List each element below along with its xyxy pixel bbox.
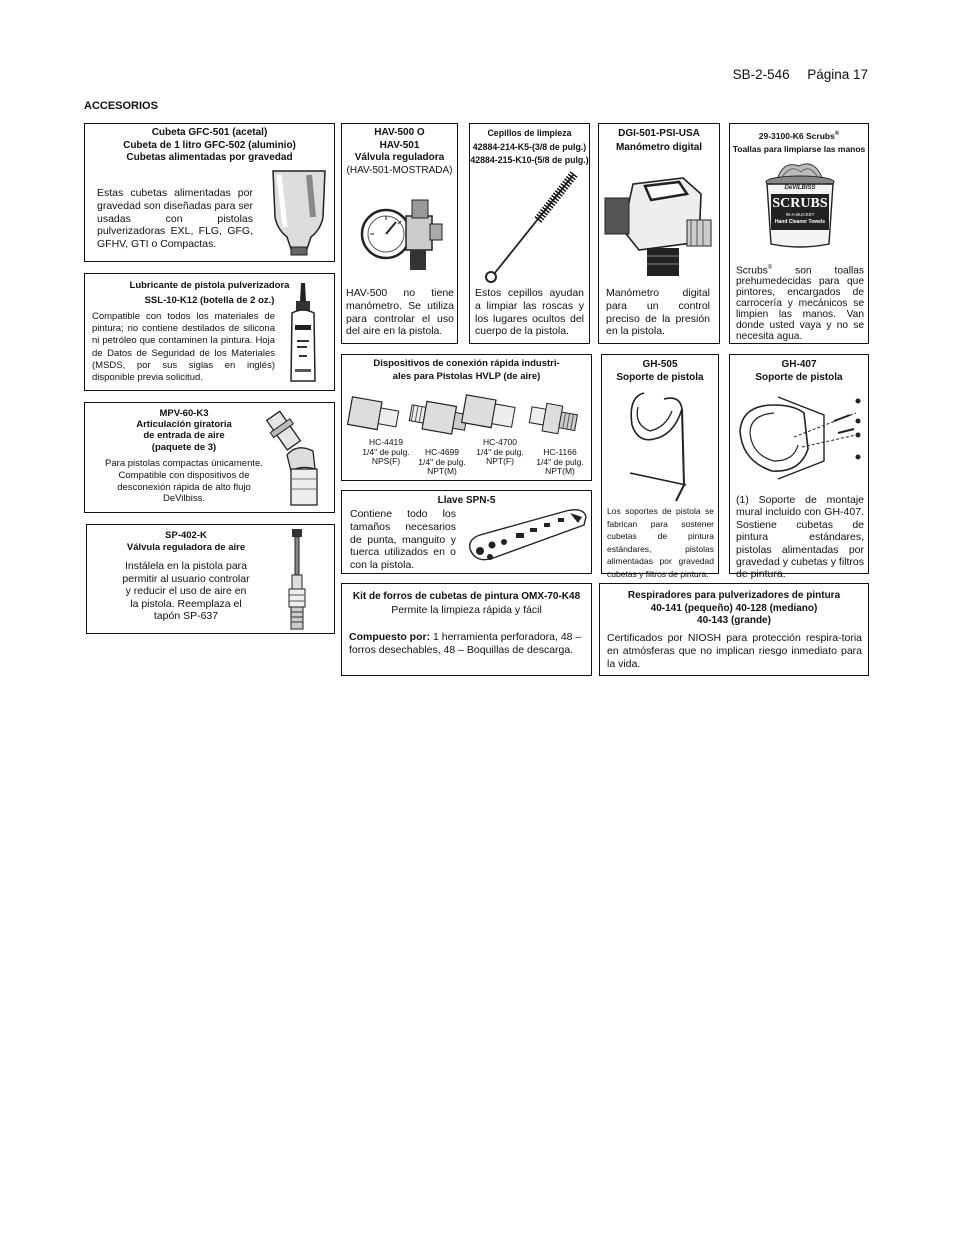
fitting-hc-4700	[462, 395, 516, 431]
scrubs-title-1: 29-3100-K6 Scrubs®	[758, 130, 840, 141]
gauge-body: Manómetro digital para un control preciso de la presión en la pistola.	[606, 287, 710, 338]
liner-subtitle: Permite la limpieza rápida y fácil	[391, 603, 542, 616]
fitting-hc-1166	[528, 401, 578, 437]
hav-card	[341, 123, 458, 344]
lubricant-title-1: Lubricante de pistola pulverizadora	[129, 280, 290, 291]
digital-gauge-image	[603, 164, 715, 284]
valve-body-1: Instálela en la pistola para	[125, 560, 247, 572]
wrench-card	[341, 490, 592, 574]
gauge-card	[598, 123, 720, 344]
page-header	[733, 67, 868, 82]
gh505-body: Los soportes de pistola se fabrican para sostener cubetas de pintura estándares, pistolas alimentadas por gravedad cubetas y filtros de pintura.	[607, 506, 714, 579]
valve-body-2: permitir al usuario controlar	[122, 572, 250, 585]
quick-label-hc-4700: HC-4700 1/4" de pulg. NPT(F)	[476, 437, 524, 466]
respirator-card	[599, 583, 869, 676]
swivel-title-2: Articulación giratoria	[136, 419, 232, 431]
quick-title-1: Dispositivos de conexión rápida industri-	[373, 358, 560, 369]
cup-title-1: Cubeta GFC-501 (acetal)	[151, 127, 268, 138]
liner-body: Compuesto por: 1 herramienta perforadora, 48 – forros desechables, 48 – Boquillas de descarga.	[349, 631, 582, 656]
scrubs-bucket-image	[763, 158, 837, 250]
cup-body: Estas cubetas alimentadas por gravedad son diseñadas para ser usadas con pistolas pulverizadoras EXL, FLG, GFG, GFHV, GTI o Compactas.	[97, 187, 253, 251]
lubricant-body: Compatible con todos los materiales de pintura; no contiene destilados de silicona ni petróleo que contaminen la pintura. Hoja de Datos de Seguridad de los Materiales (MSDS, por sus siglas en inglés) disponible previa solicitud.	[92, 311, 275, 384]
gun-holder-505-image	[624, 389, 704, 503]
page-number: Página 17	[807, 67, 868, 82]
brushes-card	[469, 123, 590, 344]
gh407-title-1: GH-407	[781, 359, 817, 370]
wrench-body: Contiene todo los tamaños necesarios de punta, manguito y tuerca utilizados en o con la pistola.	[350, 508, 456, 572]
valve-title-2: Válvula reguladora de aire	[126, 542, 246, 553]
swivel-body-3: desconexión rápida de alto flujo	[117, 481, 251, 493]
swivel-title-4: (paquete de 3)	[151, 441, 217, 453]
liner-title: Kit de forros de cubetas de pintura OMX-70-K48	[352, 591, 581, 602]
quick-title-2: ales para Pistolas HVLP (de aire)	[392, 370, 541, 382]
brushes-title-3: 42884-215-K10-(5/8 de pulg.)	[470, 155, 589, 165]
hav-title-1: HAV-500 O	[374, 127, 425, 138]
lubricant-card	[84, 273, 335, 391]
gun-holder-407-image	[734, 391, 866, 487]
valve-body-3: y reducir el uso de aire en	[125, 585, 247, 597]
gh505-card	[601, 354, 719, 579]
lubricant-bottle-image	[285, 281, 321, 385]
wrench-title: Llave SPN-5	[437, 495, 496, 506]
gh407-body: (1) Soporte de montaje mural incluido con GH-407. Sostiene cubetas de pintura estándares, pistolas alimentadas por gravedad y cubetas y filtros de pintura.	[736, 494, 864, 581]
valve-body-4: la pistola. Reemplaza el	[130, 597, 242, 610]
lubricant-title-2: SSL-10-K12 (botella de 2 oz.)	[144, 295, 275, 306]
valve-card	[86, 524, 335, 634]
resp-title-1: Respiradores para pulverizadores de pintura	[627, 590, 841, 601]
swivel-card	[84, 402, 335, 513]
resp-title-3: 40-143 (grande)	[697, 615, 771, 626]
valve-body-5: tapón SP-637	[153, 610, 219, 622]
resp-title-2: 40-141 (pequeño) 40-128 (mediano)	[650, 602, 818, 614]
hav-title-4: (HAV-501-MOSTRADA)	[346, 164, 453, 176]
gh505-title-2: Soporte de pistola	[616, 371, 704, 383]
regulator-valve-image	[356, 194, 446, 278]
cup-card	[84, 123, 335, 262]
liner-card	[341, 583, 592, 676]
swivel-body-2: Compatible con dispositivos de	[118, 469, 250, 481]
air-valve-image	[283, 527, 311, 633]
swivel-body-4: DeVilbiss.	[162, 493, 206, 505]
scrubs-logo-sub: IN-A-BUCKET	[785, 212, 815, 217]
scrubs-title-2: Toallas para limpiarse las manos	[732, 144, 866, 155]
quick-connect-card	[341, 354, 592, 481]
scrubs-logo-name: SCRUBS	[772, 196, 828, 211]
doc-id: SB-2-546	[732, 67, 790, 82]
gauge-title-2: Manómetro digital	[615, 141, 703, 153]
swivel-body-1: Para pistolas compactas únicamente.	[105, 458, 263, 469]
spanner-wrench-image	[466, 505, 590, 571]
gh407-card	[729, 354, 869, 581]
scrubs-card	[729, 123, 869, 344]
brushes-title-1: Cepillos de limpieza	[487, 128, 572, 138]
quick-label-hc-4699: HC-4699 1/4" de pulg. NPT(M)	[418, 447, 466, 476]
hav-body: HAV-500 no tiene manómetro. Se utiliza para controlar el uso del aire en la pistola.	[346, 287, 454, 338]
scrubs-logo-desc: Hand Cleaner Towels	[774, 219, 826, 225]
quick-label-hc-1166: HC-1166 1/4" de pulg. NPT(M)	[536, 447, 584, 476]
resp-body: Certificados por NIOSH para protección respira-toria en atmósferas que no implican riesgo inmediato para la vida.	[607, 632, 862, 670]
scrubs-body: Scrubs® son toallas prehumedecidas para que pintores, encargados de carrocería y mecánicos se limpien las manos. Van donde usted vaya y no se necesita agua.	[736, 265, 864, 343]
swivel-title-3: de entrada de aire	[143, 430, 225, 442]
gh505-title-1: GH-505	[642, 359, 678, 370]
cup-title-3: Cubetas alimentadas por gravedad	[126, 152, 293, 163]
fitting-hc-4699	[408, 399, 468, 436]
gravity-cup-image	[269, 167, 329, 257]
quick-label-hc-4419: HC-4419 1/4" de pulg. NPS(F)	[362, 437, 410, 466]
gauge-title-1: DGI-501-PSI-USA	[618, 128, 700, 139]
cleaning-brush-image	[480, 170, 580, 284]
hav-title-3: Válvula reguladora	[354, 152, 445, 163]
gh407-title-2: Soporte de pistola	[755, 371, 843, 383]
section-title: ACCESORIOS	[84, 100, 158, 112]
cup-title-2: Cubeta de 1 litro GFC-502 (aluminio)	[123, 139, 296, 151]
brushes-body: Estos cepillos ayudan a limpiar las roscas y los lugares ocultos del cuerpo de la pistola.	[475, 287, 584, 338]
swivel-title-1: MPV-60-K3	[159, 408, 209, 419]
valve-title-1: SP-402-K	[165, 530, 207, 541]
swivel-fitting-image	[257, 407, 333, 509]
brushes-title-2: 42884-214-K5-(3/8 de pulg.)	[472, 141, 587, 152]
hav-title-2: HAV-501	[379, 139, 420, 151]
fitting-hc-4419	[348, 397, 400, 433]
scrubs-logo-brand: DeVILBISS	[784, 185, 816, 191]
